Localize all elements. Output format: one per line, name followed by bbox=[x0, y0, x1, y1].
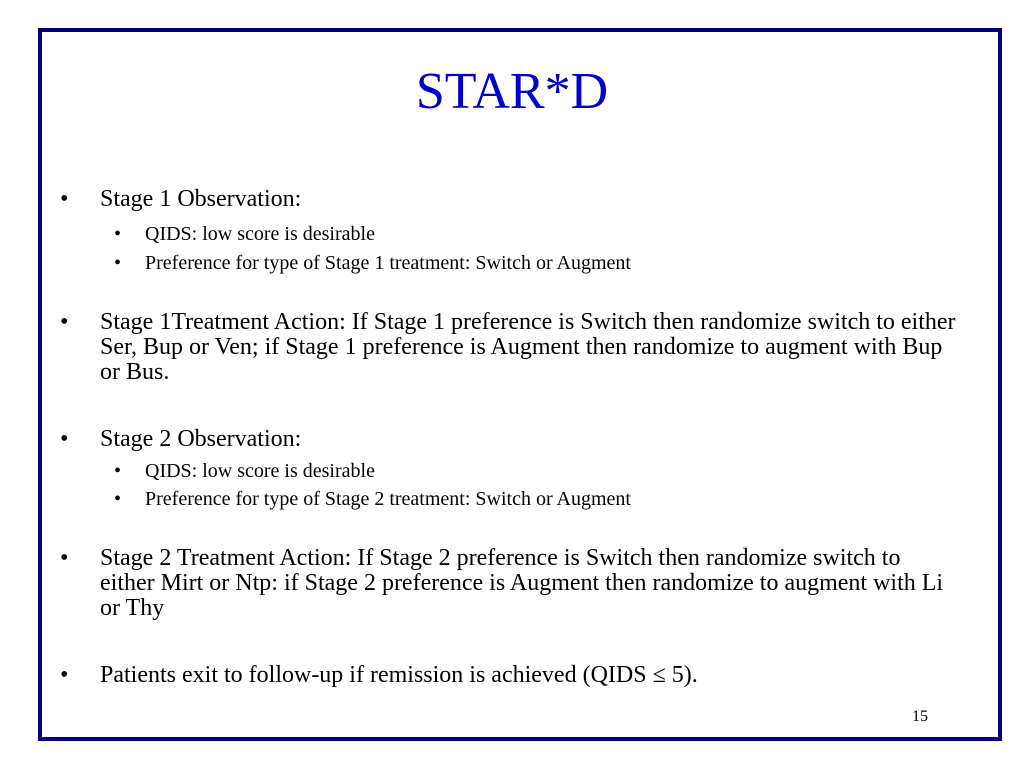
sub-bullet-icon: • bbox=[114, 223, 122, 245]
sub-bullet-text: QIDS: low score is desirable bbox=[145, 223, 375, 245]
sub-bullet-icon: • bbox=[114, 460, 122, 482]
bullet-icon: • bbox=[60, 545, 69, 571]
bullet-text: Stage 1Treatment Action: If Stage 1 preference is Switch then randomize switch to either Ser, Bup or Ven; if Stage 1 preference is Augment then randomize to augment with Bup or Bus. bbox=[100, 309, 956, 385]
sub-bullet-icon: • bbox=[114, 252, 122, 274]
bullet-icon: • bbox=[60, 309, 69, 335]
bullet-icon: • bbox=[60, 186, 69, 212]
sub-bullet-text: Preference for type of Stage 2 treatment: Switch or Augment bbox=[145, 488, 631, 510]
bullet-text: Stage 2 Treatment Action: If Stage 2 preference is Switch then randomize switch to either Mirt or Ntp: if Stage 2 preference is Augment then randomize to augment with Li or Thy bbox=[100, 545, 944, 621]
sub-bullet-text: QIDS: low score is desirable bbox=[145, 460, 375, 482]
bullet-text: Stage 1 Observation: bbox=[100, 186, 302, 212]
bullet-icon: • bbox=[60, 426, 69, 452]
bullet-text: Patients exit to follow-up if remission is achieved (QIDS ≤ 5). bbox=[100, 662, 698, 688]
sub-bullet-text: Preference for type of Stage 1 treatment: Switch or Augment bbox=[145, 252, 631, 274]
bullet-icon: • bbox=[60, 662, 69, 688]
sub-bullet-icon: • bbox=[114, 488, 122, 510]
page-number: 15 bbox=[912, 708, 928, 725]
slide-title: STAR*D bbox=[415, 63, 609, 120]
bullet-text: Stage 2 Observation: bbox=[100, 426, 302, 452]
